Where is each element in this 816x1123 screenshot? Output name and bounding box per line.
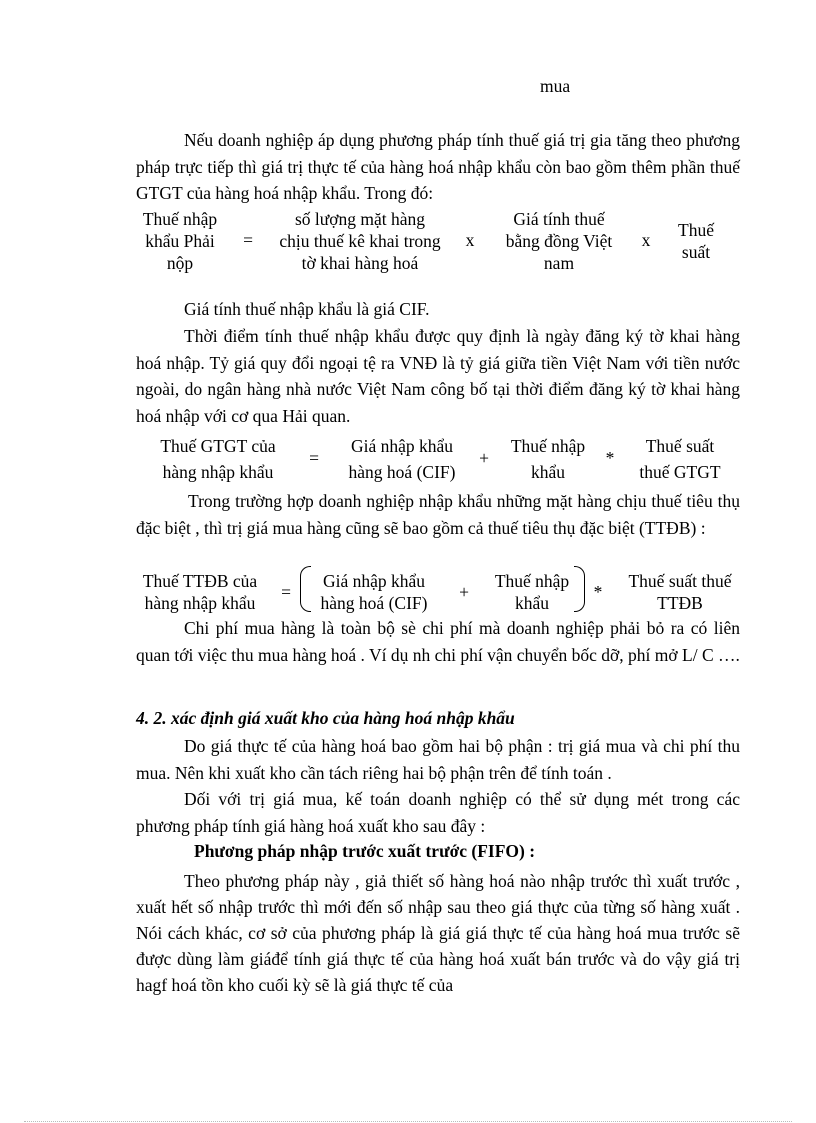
top-word: mua: [540, 76, 571, 96]
paragraph-methods-intro: Dối với trị giá mua, kế toán doanh nghiệp có thể sử dụng mét trong các phương pháp tính giá hàng hoá xuất kho sau đây :: [136, 789, 740, 836]
formula1-term-c: Giá tính thuế bằng đồng Việt nam: [505, 209, 613, 273]
paragraph-cif: Giá tính thuế nhập khẩu là giá CIF.: [184, 299, 430, 319]
formula3-term-b: Giá nhập khẩu hàng hoá (CIF): [320, 571, 428, 613]
paragraph-tax-time: Thời điểm tính thuế nhập khẩu được quy định là ngày đăng ký tờ khai hàng hoá nhập. Tỷ giá quy đổi ngoại tệ ra VNĐ là tỷ giá giữa tiền Việt Nam với tiền nước ngoài, do ngân hàng nhà nước Việt Nam công bố tại thời điểm đăng ký tờ khai hàng hoá nhập với cơ qua Hải quan.: [136, 326, 740, 426]
formula2-plus: +: [479, 448, 489, 468]
section-heading: 4. 2. xác định giá xuất kho của hàng hoá nhập khẩu: [136, 708, 515, 728]
formula2-term-a: Thuế GTGT của hàng nhập khẩu: [160, 436, 276, 482]
formula1-term-b: số lượng mặt hàng chịu thuế kê khai trong tờ khai hàng hoá: [279, 209, 441, 273]
paragraph-fifo: Theo phương pháp này , giả thiết số hàng hoá nào nhập trước thì xuất trước , xuất hết số nhập trước thì mới đến số nhập sau theo giá thực của từng số hàng xuất . Nói cách khác, cơ sở của phương pháp là giá giá thực tế của hàng hoá mua trước sẽ được dùng làm giáđể tính giá thực tế của hàng hoá xuất bán trước và do vậy giá trị hagf hoá tồn kho cuối kỳ sẽ là giá thực tế của: [136, 871, 740, 995]
paragraph-vat-direct: Nếu doanh nghiệp áp dụng phương pháp tính thuế giá trị gia tăng theo phương pháp trực tiếp thì giá trị thực tế của hàng hoá nhập khẩu còn bao gồm thêm phần thuế GTGT của hàng hoá nhập khẩu. Trong đó:: [136, 130, 740, 203]
formula1-times-2: x: [641, 230, 651, 250]
formula3-plus: +: [459, 582, 469, 602]
paragraph-purchase-cost: Chi phí mua hàng là toàn bộ sè chi phí mà doanh nghiệp phải bỏ ra có liên quan tới việc thu mua hàng hoá . Ví dụ nh chi phí vận chuyển bốc dỡ, phí mở L/ C ….: [136, 618, 740, 665]
formula3-term-d: Thuế suất thuế TTĐB: [628, 571, 732, 613]
formula2-term-b: Giá nhập khẩu hàng hoá (CIF): [348, 436, 456, 482]
paragraph-export-price: Do giá thực tế của hàng hoá bao gồm hai bộ phận : trị giá mua và chi phí thu mua. Nên khi xuất kho cần tách riêng hai bộ phận trên để tính toán .: [136, 736, 740, 783]
formula3-term-a: Thuế TTĐB của hàng nhập khẩu: [142, 571, 258, 613]
page-bottom-divider: [24, 1121, 792, 1122]
paragraph-special-tax: Trong trường hợp doanh nghiệp nhập khẩu những mặt hàng chịu thuế tiêu thụ đặc biệt , thì trị giá mua hàng cũng sẽ bao gồm cả thuế tiêu thụ đặc biệt (TTĐB) :: [136, 491, 740, 538]
formula1-equals: =: [243, 230, 253, 250]
formula2-equals: =: [309, 448, 319, 468]
fifo-heading: Phương pháp nhập trước xuất trước (FIFO) :: [194, 841, 536, 861]
formula3-multiply: *: [593, 582, 603, 602]
formula2-term-d: Thuế suất thuế GTGT: [639, 436, 721, 482]
formula1-times-1: x: [465, 230, 475, 250]
formula2-term-c: Thuế nhập khẩu: [510, 436, 586, 482]
formula1-term-a: Thuế nhập khẩu Phải nộp: [142, 209, 218, 273]
formula2-multiply: *: [605, 448, 615, 468]
formula3-left-bracket: [300, 566, 311, 612]
formula3-term-c: Thuế nhập khẩu: [494, 571, 570, 613]
formula3-equals: =: [281, 582, 291, 602]
formula3-right-bracket: [574, 566, 585, 612]
formula1-term-d: Thuế suất: [678, 220, 714, 262]
